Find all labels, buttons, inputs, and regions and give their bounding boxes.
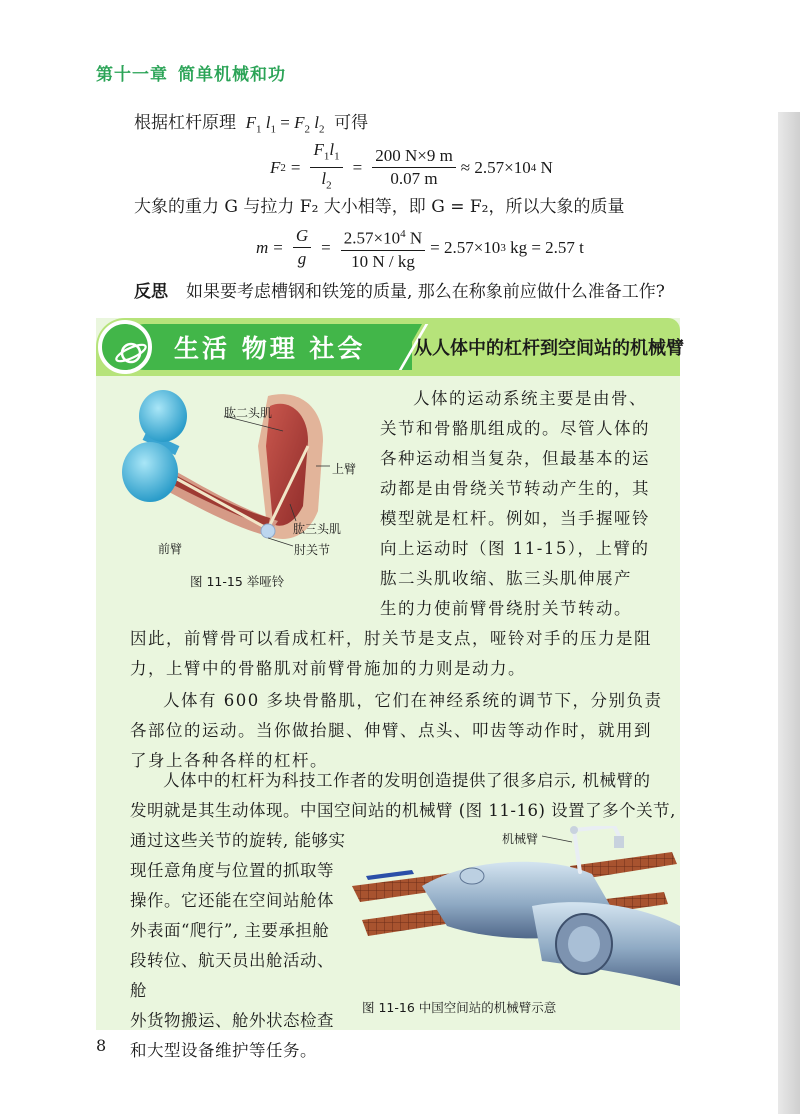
label-triceps: 肱三头肌 (293, 522, 342, 536)
figure-space-station (352, 826, 680, 998)
chapter-header (96, 60, 296, 85)
feature-title: 生活 物理 社会 (174, 334, 366, 363)
feature-para-3: 人体中的杠杆为科技工作者的发明创造提供了很多启示, 机械臂的 发明就是其生动体现。中国空间站的机械臂 (图 11-16) 设置了多个关节, (130, 771, 676, 820)
label-forearm: 前臂 (158, 542, 183, 556)
chapter-number: 第十一章 (96, 65, 168, 85)
feature-banner (96, 318, 684, 376)
calc-intro: 根据杠杆原理 $F_1$ $l_1 = F_2$ $l_2$ 可得 (134, 113, 369, 136)
feature-para-3-narrow: 通过这些关节的旋转, 能够实 现任意角度与位置的抓取等 操作。它还能在空间站舱体 外表面“爬行”, 主要承担舱 段转位、航天员出舱活动、舱 外货物搬运、舱外状态检查 和大型设备维护等任务。 (130, 831, 346, 1060)
figure-11-15-caption: 图 11-15 举哑铃 (190, 574, 285, 589)
label-biceps: 肱二头肌 (224, 406, 273, 420)
feature-para-1-tail: 因此，前臂骨可以看成杠杆，肘关节是支点，哑铃对手的压力是阻 力，上臂中的骨骼肌对前臂骨施加的力则是动力。 (130, 629, 652, 678)
chapter-title: 简单机械和功 (178, 65, 286, 85)
space-station-illustration (352, 826, 680, 998)
feature-subtitle: 从人体中的杠杆到空间站的机械臂 (414, 338, 684, 359)
figure-arm-dumbbell (118, 386, 368, 566)
label-robotic-arm: 机械臂 (502, 832, 539, 846)
reflect-question: 反思 如果要考虑槽钢和铁笼的质量, 那么在称象前应做什么准备工作? (134, 282, 665, 302)
planet-icon (114, 336, 148, 370)
label-elbow: 肘关节 (294, 543, 331, 557)
planet-badge (98, 320, 152, 374)
calc-line2: 大象的重力 G 与拉力 F₂ 大小相等，即 G = F₂，所以大象的质量 (134, 197, 625, 217)
feature-para-2: 人体有 600 多块骨骼肌，它们在神经系统的调节下，分别负责 各部位的运动。当你做抬腿、伸臂、点头、叩齿等动作时，就用到 了身上各种各样的杠杆。 (130, 691, 663, 770)
label-upper-arm: 上臂 (332, 462, 357, 476)
page-number: 8 (96, 1036, 107, 1055)
equation-f2: F 2 = $\frac{F_1l_1}{l_2}$ = $\frac{200 N\times 9 m}{0.07 m}$ ≈ 2.57×10 4 N (270, 140, 553, 192)
page-edge (778, 112, 800, 1114)
figure-11-16-caption: 图 11-16 中国空间站的机械臂示意 (362, 1000, 557, 1015)
feature-para-1: 人体的运动系统主要是由骨、 关节和骨骼肌组成的。尽管人体的 各种运动相当复杂，但最基本的运 动都是由骨绕关节转动产生的，其 模型就是杠杆。例如，当手握哑铃 向上运动时（图 11-15），上臂的 肱二头肌收缩、肱三头肌伸展产 生的力使前臂骨绕肘关节转动。 (380, 389, 650, 618)
equation-mass: m = $\frac{G}{g}$ = $\frac{2.57\times 10^4 N}{10 N / kg}$ = 2.57×10 3 kg = 2.57 t (256, 224, 584, 272)
